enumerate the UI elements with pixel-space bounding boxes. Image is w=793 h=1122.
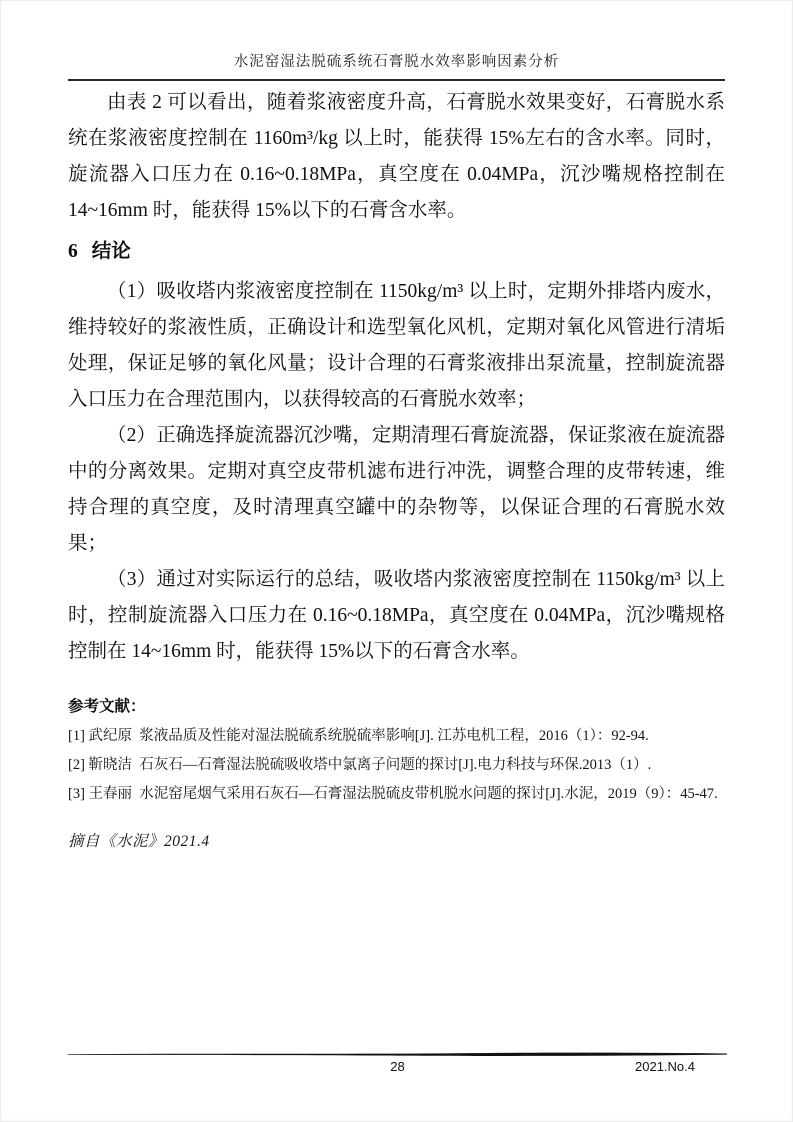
references-heading: 参考文献：	[68, 698, 146, 715]
conclusion-paragraph-2: （2）正确选择旋流器沉沙嘴，定期清理石膏旋流器，保证浆液在旋流器中的分离效果。定期对真空皮带机滤布进行冲洗，调整合理的皮带转速，维持合理的真空度，及时清理真空罐中的杂物等，以保证合理的石膏脱水效果；	[68, 425, 725, 554]
issue-label: 2021.No.4	[635, 1059, 695, 1074]
section-heading-conclusion	[68, 237, 725, 266]
conclusion-paragraph-3: （3）通过对实际运行的总结，吸收塔内浆液密度控制在 1150kg/m³ 以上时，控制旋流器入口压力在 0.16~0.18MPa，真空度在 0.04MPa，沉沙嘴规格控制在 14~16mm 时，能获得 15%以下的石膏含水率。	[68, 569, 725, 662]
section-number: 6	[68, 241, 78, 262]
section-title: 结论	[91, 240, 131, 262]
footer-row	[68, 1059, 727, 1075]
source-note: 摘自《水泥》2021.4	[68, 833, 210, 850]
reference-item-2: [2] 靳晓洁 石灰石—石膏湿法脱硫吸收塔中氯离子问题的探讨[J].电力科技与环保.2013（1）.	[68, 757, 652, 773]
page-number: 28	[390, 1059, 405, 1074]
conclusion-paragraph-1: （1）吸收塔内浆液密度控制在 1150kg/m³ 以上时，定期外排塔内废水，维持较好的浆液性质，正确设计和选型氧化风机，定期对氧化风管进行清垢处理，保证足够的氧化风量；设计合理的石膏浆液排出泵流量，控制旋流器入口压力在合理范围内，以获得较高的石膏脱水效率；	[68, 281, 725, 410]
intro-paragraph: 由表 2 可以看出，随着浆液密度升高，石膏脱水效果变好，石膏脱水系统在浆液密度控制在 1160m³/kg 以上时，能获得 15%左右的含水率。同时，旋流器入口压力在 0.16~0.18MPa，真空度在 0.04MPa，沉沙嘴规格控制在 14~16mm 时，能获得 15%以下的石膏含水率。	[68, 92, 725, 221]
references-section	[68, 696, 725, 805]
running-header-title: 水泥窑湿法脱硫系统石膏脱水效率影响因素分析	[233, 54, 560, 70]
running-header	[68, 52, 725, 81]
header-rule	[68, 79, 725, 81]
page-footer	[68, 1051, 727, 1075]
reference-item-1: [1] 武纪原 浆液品质及性能对湿法脱硫系统脱硫率影响[J]. 江苏电机工程，2016（1）：92-94.	[68, 728, 649, 744]
footer-rule	[68, 1051, 727, 1057]
reference-item-3: [3] 王春丽 水泥窑尾烟气采用石灰石—石膏湿法脱硫皮带机脱水问题的探讨[J].水泥，2019（9）：45-47.	[68, 786, 718, 802]
